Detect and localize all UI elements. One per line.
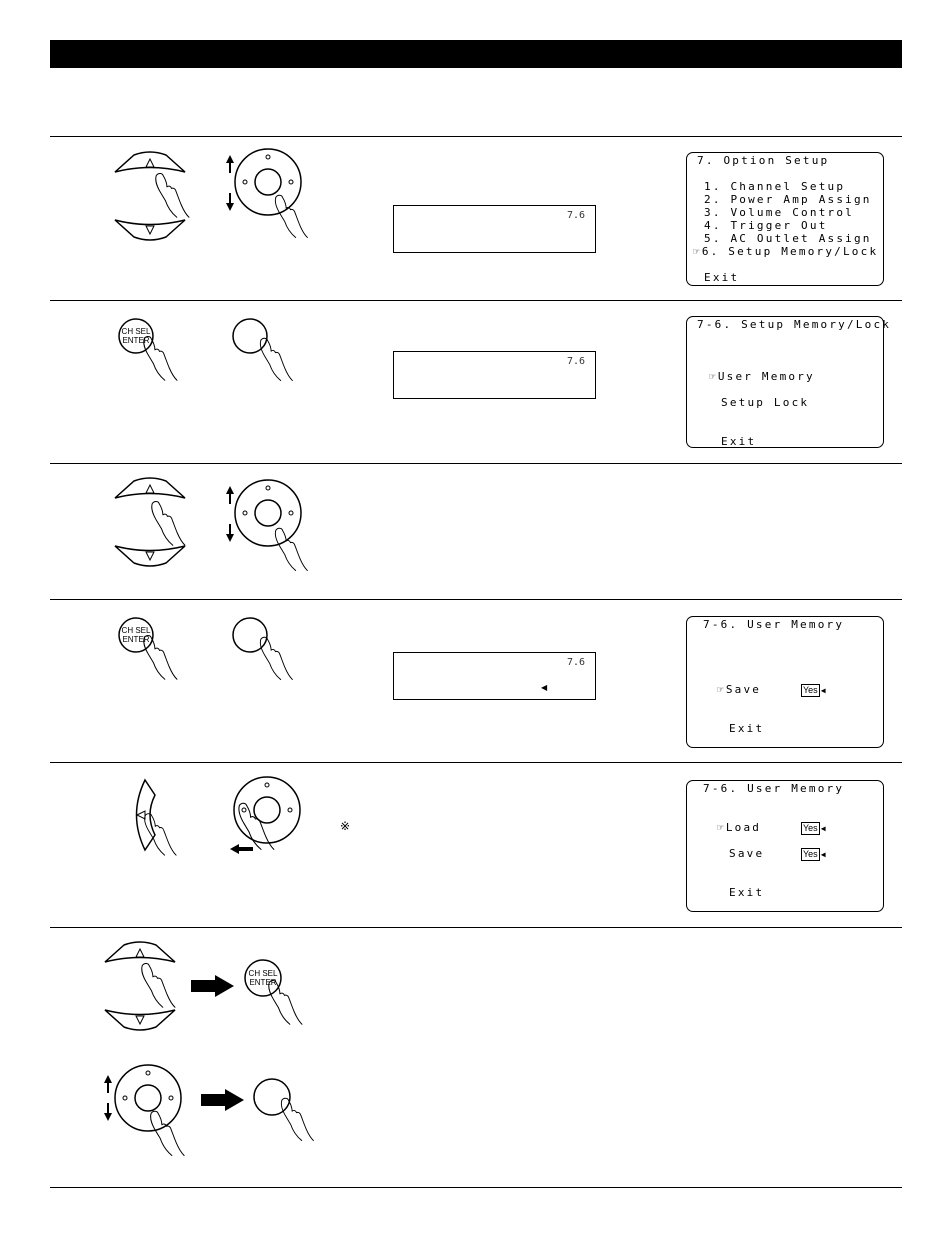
- osd-title: 7. Option Setup: [697, 154, 830, 167]
- ch-sel-enter-button-illustration: [118, 617, 188, 682]
- osd-save-label: ☞Save: [717, 683, 762, 696]
- osd-save-item-selected: [717, 684, 761, 696]
- front-panel-display: [393, 351, 596, 399]
- display-code: 7.6: [566, 356, 585, 367]
- osd-exit: Exit: [704, 271, 740, 284]
- osd-save-value: [801, 684, 826, 697]
- up-down-cursor-buttons-illustration: [110, 476, 190, 571]
- left-arrow-icon: ◀: [820, 686, 826, 695]
- osd-title: 7-6. User Memory: [703, 782, 845, 795]
- section-header-bar: [50, 40, 902, 68]
- osd-menu-item: 4. Trigger Out: [704, 219, 828, 232]
- jog-dial-illustration: [225, 775, 315, 865]
- ch-sel-enter-button-illustration: [243, 958, 313, 1028]
- right-arrow-icon: [190, 975, 235, 997]
- jog-dial-illustration: [220, 145, 320, 240]
- remote-enter-button-illustration: [232, 617, 302, 682]
- button-label: CH SEL: [121, 626, 151, 635]
- button-label: ENTER: [249, 978, 277, 987]
- front-panel-display: [393, 652, 596, 700]
- osd-screen-user-memory: [686, 780, 884, 912]
- osd-menu-item-selected: ☞User Memory: [709, 370, 815, 383]
- osd-save-item: Save: [729, 847, 765, 860]
- up-down-cursor-buttons-illustration: [110, 150, 190, 245]
- up-down-cursor-buttons-illustration: [100, 940, 185, 1032]
- divider: [50, 762, 902, 763]
- yes-badge: Yes: [803, 849, 818, 859]
- osd-menu-item: 5. AC Outlet Assign: [704, 232, 872, 245]
- divider: [50, 463, 902, 464]
- osd-screen-setup-memory-lock: [686, 316, 892, 448]
- osd-title: 7-6. Setup Memory/Lock: [697, 318, 892, 331]
- osd-save-value: [801, 848, 826, 861]
- remote-enter-button-illustration: [232, 318, 302, 383]
- jog-dial-illustration: [220, 476, 320, 576]
- jog-dial-illustration: [98, 1065, 198, 1165]
- osd-menu-item: 3. Volume Control: [704, 206, 854, 219]
- left-arrow-icon: ◀: [820, 824, 826, 833]
- osd-load-item-selected: [717, 822, 761, 834]
- display-code: 7.6: [566, 657, 585, 668]
- right-arrow-icon: [200, 1089, 245, 1111]
- osd-exit: Exit: [729, 886, 765, 899]
- divider: [50, 927, 902, 928]
- osd-screen-user-memory: [686, 616, 884, 748]
- osd-load-label: ☞Load: [717, 821, 762, 834]
- note-mark: ※: [340, 819, 351, 833]
- osd-title: 7-6. User Memory: [703, 618, 845, 631]
- front-panel-display: [393, 205, 596, 253]
- osd-load-value: [801, 822, 826, 835]
- osd-exit: Exit: [721, 435, 757, 448]
- divider: [50, 136, 902, 137]
- yes-badge: Yes: [803, 685, 818, 695]
- yes-badge: Yes: [803, 823, 818, 833]
- button-label: ENTER: [122, 336, 150, 345]
- osd-menu-item-selected: ☞6. Setup Memory/Lock: [693, 245, 879, 258]
- button-label: CH SEL: [121, 327, 151, 336]
- osd-exit: Exit: [729, 722, 765, 735]
- osd-menu-item: 2. Power Amp Assign: [704, 193, 872, 206]
- left-cursor-button-illustration: [125, 775, 185, 865]
- display-code: 7.6: [566, 210, 585, 221]
- display-marker: ◀: [541, 683, 548, 692]
- osd-screen-option-setup: [686, 152, 884, 286]
- osd-menu-item: Setup Lock: [721, 396, 810, 409]
- ch-sel-enter-button-illustration: [118, 318, 188, 383]
- left-arrow-icon: ◀: [820, 850, 826, 859]
- button-label: ENTER: [122, 635, 150, 644]
- divider: [50, 1187, 902, 1188]
- button-label: CH SEL: [248, 969, 278, 978]
- divider: [50, 599, 902, 600]
- osd-menu-item: 1. Channel Setup: [704, 180, 846, 193]
- divider: [50, 300, 902, 301]
- remote-enter-button-illustration: [253, 1078, 323, 1143]
